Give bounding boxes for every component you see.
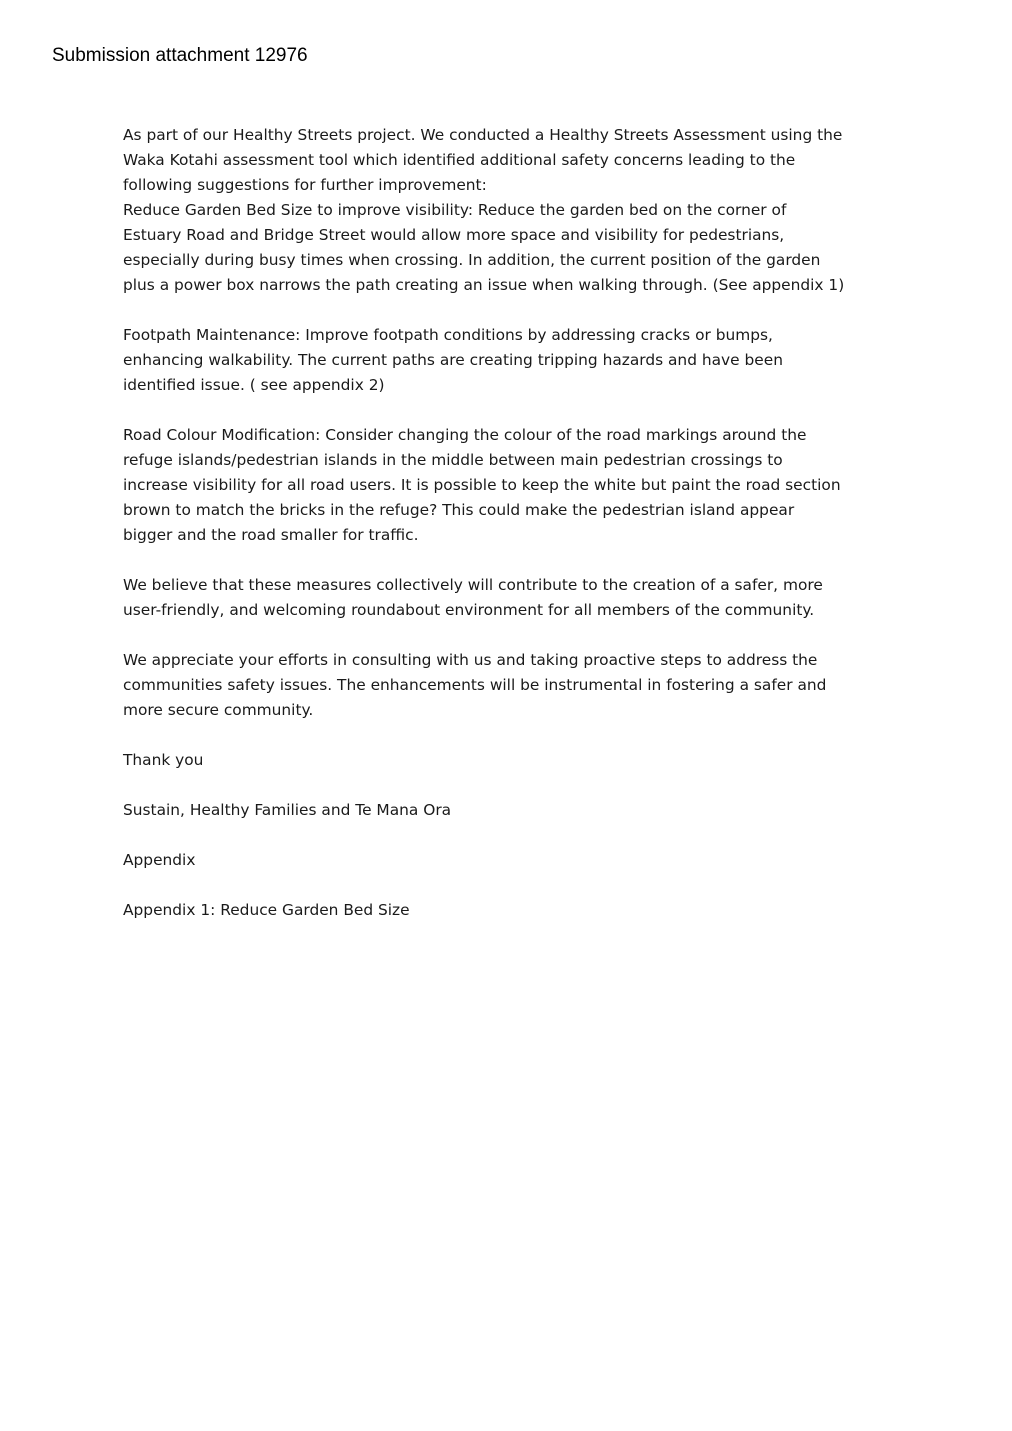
- text-line: Road Colour Modification: Consider changing the colour of the road markings around the: [123, 426, 807, 444]
- text-line: enhancing walkability. The current paths are creating tripping hazards and have been: [123, 351, 783, 369]
- text-line: We appreciate your efforts in consulting with us and taking proactive steps to address the: [123, 651, 818, 669]
- page-header-title: Submission attachment 12976: [52, 45, 308, 66]
- text-line: communities safety issues. The enhancements will be instrumental in fostering a safer and: [123, 676, 827, 694]
- text-line: more secure community.: [123, 701, 314, 719]
- text-line: Estuary Road and Bridge Street would allow more space and visibility for pedestrians,: [123, 226, 785, 244]
- text-line: Thank you: [123, 751, 204, 769]
- text-line: bigger and the road smaller for traffic.: [123, 526, 419, 544]
- paragraph-thank-you: [123, 748, 913, 773]
- text-line: Waka Kotahi assessment tool which identified additional safety concerns leading to the: [123, 151, 796, 169]
- text-line: refuge islands/pedestrian islands in the middle between main pedestrian crossings to: [123, 451, 783, 469]
- paragraph-footpath-maintenance: [123, 323, 913, 398]
- text-line: Appendix: [123, 851, 196, 869]
- text-line: We believe that these measures collectively will contribute to the creation of a safer, more: [123, 576, 823, 594]
- document-body: [123, 123, 913, 923]
- text-line: following suggestions for further improvement:: [123, 176, 487, 194]
- text-line: user-friendly, and welcoming roundabout environment for all members of the community.: [123, 601, 815, 619]
- text-line: increase visibility for all road users. It is possible to keep the white but paint the road section: [123, 476, 841, 494]
- paragraph-road-colour: [123, 423, 913, 548]
- text-line: Sustain, Healthy Families and Te Mana Ora: [123, 801, 452, 819]
- text-line: As part of our Healthy Streets project. We conducted a Healthy Streets Assessment using the: [123, 126, 843, 144]
- paragraph-signature: [123, 798, 913, 823]
- paragraph-appreciation: [123, 648, 913, 723]
- text-line: Footpath Maintenance: Improve footpath conditions by addressing cracks or bumps,: [123, 326, 773, 344]
- paragraph-intro: [123, 123, 913, 298]
- paragraph-conclusion: [123, 573, 913, 623]
- text-line: Appendix 1: Reduce Garden Bed Size: [123, 901, 410, 919]
- text-line: especially during busy times when crossing. In addition, the current position of the garden: [123, 251, 821, 269]
- text-line: Reduce Garden Bed Size to improve visibility: Reduce the garden bed on the corner of: [123, 201, 787, 219]
- appendix-1-heading: [123, 898, 913, 923]
- text-line: brown to match the bricks in the refuge? This could make the pedestrian island appear: [123, 501, 795, 519]
- text-line: identified issue. ( see appendix 2): [123, 376, 385, 394]
- text-line: plus a power box narrows the path creating an issue when walking through. (See appendix 1): [123, 276, 845, 294]
- appendix-heading: [123, 848, 913, 873]
